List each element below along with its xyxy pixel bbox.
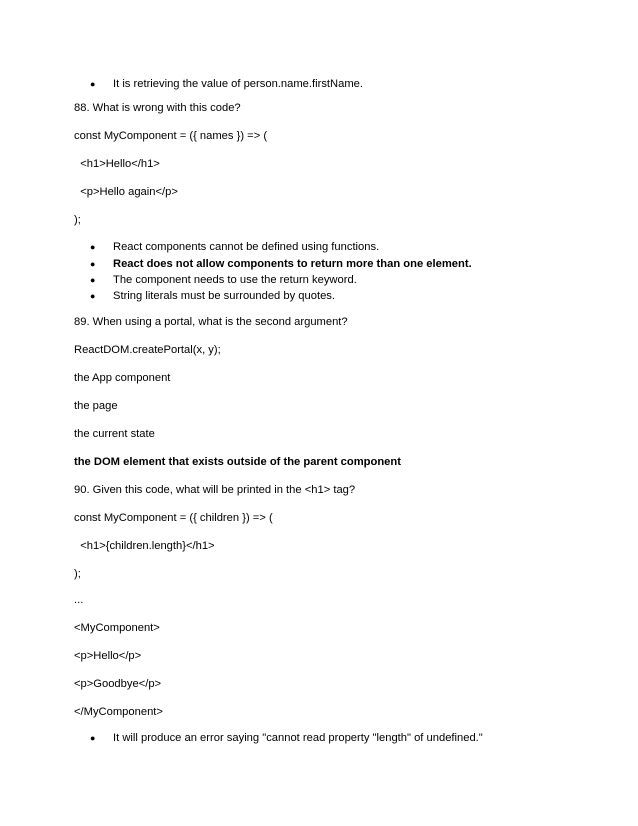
question-89: 89. When using a portal, what is the second argument? (74, 316, 348, 328)
code-line: <p>Goodbye</p> (74, 678, 162, 690)
answer-option: the App component (74, 372, 171, 384)
code-line: ); (74, 214, 81, 226)
answer-option: the page (74, 400, 118, 412)
bullet-icon: ● (90, 275, 96, 285)
bullet-icon: ● (90, 242, 96, 252)
answer-option: the current state (74, 428, 155, 440)
bullet-icon: ● (90, 733, 96, 743)
code-line: const MyComponent = ({ children }) => ( (74, 512, 273, 524)
answer-option-text: React does not allow components to return more than one element. (113, 258, 472, 270)
code-line: </MyComponent> (74, 706, 163, 718)
answer-option-text: It will produce an error saying "cannot read property "length" of undefined." (113, 732, 483, 744)
code-line: ... (74, 594, 84, 606)
bullet-icon: ● (90, 79, 96, 89)
code-line: ); (74, 568, 81, 580)
code-line: <p>Hello</p> (74, 650, 142, 662)
answer-option-correct: the DOM element that exists outside of the parent component (74, 456, 401, 468)
code-line: const MyComponent = ({ names }) => ( (74, 130, 268, 142)
bullet-icon: ● (90, 259, 96, 269)
answer-option-text: String literals must be surrounded by quotes. (113, 290, 336, 302)
answer-option (90, 731, 483, 787)
code-line: <h1>Hello</h1> (74, 158, 160, 170)
question-90: 90. Given this code, what will be printed in the <h1> tag? (74, 484, 356, 496)
code-line: <p>Hello again</p> (74, 186, 178, 198)
bullet-icon: ● (90, 291, 96, 301)
code-line: <MyComponent> (74, 622, 160, 634)
code-line: <h1>{children.length}</h1> (74, 540, 215, 552)
list-item-text: It is retrieving the value of person.name.firstName. (113, 78, 363, 90)
question-88: 88. What is wrong with this code? (74, 102, 241, 114)
answer-option-text: React components cannot be defined using functions. (113, 241, 380, 253)
code-line: ReactDOM.createPortal(x, y); (74, 344, 221, 356)
answer-option-text: The component needs to use the return keyword. (113, 274, 357, 286)
